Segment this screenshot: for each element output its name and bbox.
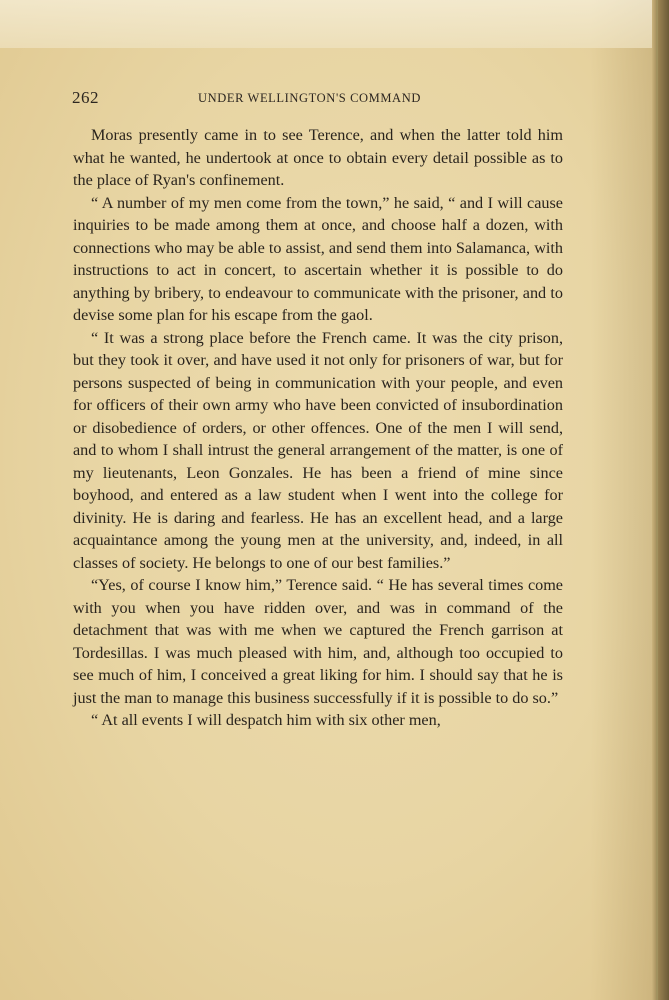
- paragraph: Moras presently came in to see Terence, and when the latter told him what he wanted, he undertook at once to obtain every detail possible as to the place of Ryan's confinement.: [73, 126, 563, 189]
- page-number: 262: [72, 88, 99, 107]
- paragraph: “Yes, of course I know him,” Terence said. “ He has several times come with you when you have ridden over, and was in command of the detachment that was with me when we captured the French garrison at Tordesillas. I was much pleased with him, and, although too occupied to see much of him, I conceived a great liking for him. I should say that he is just the man to manage this business successfully if it is possible to do so.”: [73, 576, 563, 707]
- page-edge: [652, 0, 669, 1000]
- paragraph: “ At all events I will despatch him with six other men,: [91, 711, 441, 729]
- running-head: UNDER WELLINGTON'S COMMAND: [198, 91, 421, 105]
- body-text: [73, 124, 563, 732]
- page-header: [72, 88, 564, 112]
- paragraph: “ A number of my men come from the town,” he said, “ and I will cause inquiries to be made among them at once, and choose half a dozen, with connections who may be able to assist, and send them into Salamanca, with instructions to act in concert, to ascertain whether it is possible to do anything by bribery, to endeavour to communicate with the prisoner, and to devise some plan for his escape from the gaol.: [73, 193, 563, 324]
- paragraph: “ It was a strong place before the French came. It was the city prison, but they took it over, and have used it not only for prisoners of war, but for persons suspected of being in communication with your people, and even for officers of their own army who have been convicted of insubordination or disobedience of orders, or other offences. One of the men I will send, and to whom I shall intrust the general arrangement of the matter, is one of my lieutenants, Leon Gonzales. He has been a friend of mine since boyhood, and entered as a law student when I went into the college for divinity. He is daring and fearless. He has an excellent head, and a large acquaintance among the young men at the university, and, indeed, in all classes of society. He belongs to one of our best families.”: [73, 328, 563, 572]
